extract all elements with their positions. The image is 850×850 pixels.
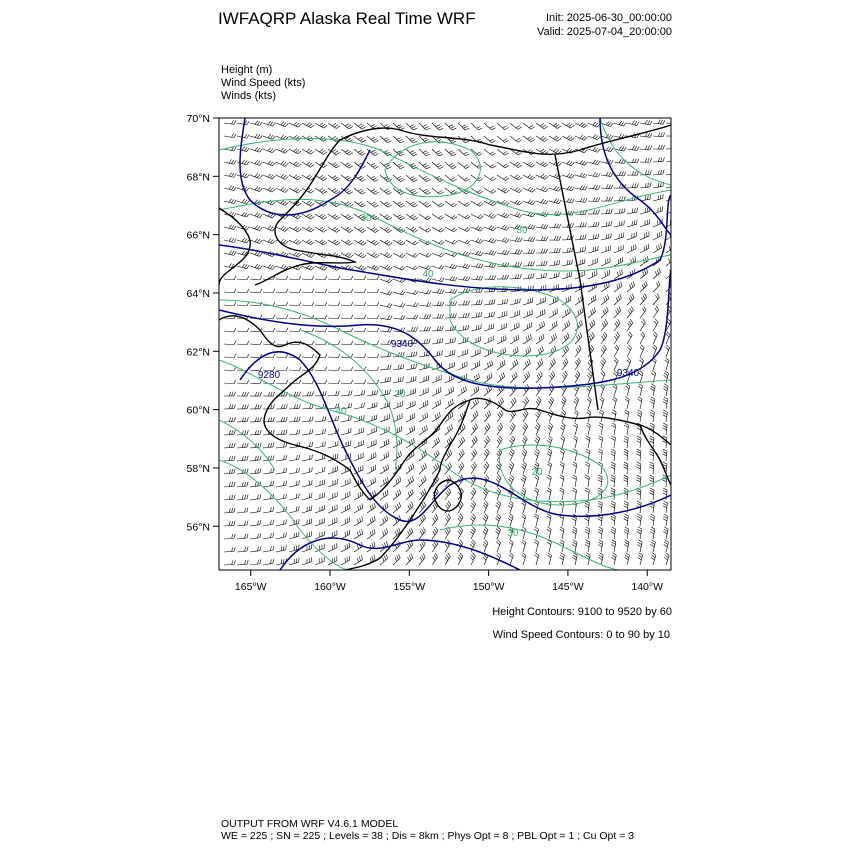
lon-tick-label: 150°W [472, 581, 505, 593]
lat-tick-label: 58°N [186, 462, 210, 475]
latitude-ticks [187, 113, 219, 533]
variable-height: Height (m) [221, 64, 273, 76]
plot-title: IWFAQRP Alaska Real Time WRF [218, 9, 476, 28]
longitude-ticks [235, 570, 663, 593]
lat-tick-label: 68°N [186, 171, 210, 184]
lon-tick-label: 140°W [631, 581, 664, 593]
variable-wind-speed: Wind Speed (kts) [221, 77, 306, 89]
lat-tick-label: 60°N [186, 404, 210, 417]
wind-contour-label: 20 [531, 467, 543, 478]
variable-winds: Winds (kts) [221, 90, 276, 102]
wind-contour-label: 40 [422, 269, 434, 280]
wind-contour-label: 30 [507, 528, 519, 539]
lat-tick-label: 64°N [186, 287, 210, 300]
lat-tick-label: 62°N [186, 346, 210, 359]
lat-tick-label: 56°N [186, 521, 210, 534]
lon-tick-label: 155°W [393, 581, 426, 593]
height-contour-label: 9340 [390, 339, 414, 350]
wind-contour-label: 20 [394, 389, 406, 400]
wind-contour-label: 40 [335, 406, 347, 417]
lon-tick-label: 165°W [234, 581, 267, 593]
wind-contour-label: 30 [516, 225, 528, 236]
wind-contour-label: 30 [360, 213, 372, 224]
init-time: Init: 2025-06-30_00:00:00 [546, 12, 672, 24]
height-contour-legend: Height Contours: 9100 to 9520 by 60 [492, 606, 672, 618]
model-info: OUTPUT FROM WRF V4.6.1 MODEL [221, 818, 399, 830]
lon-tick-label: 160°W [314, 581, 346, 593]
height-contour-label: 9340 [616, 368, 640, 379]
wind-contour-legend: Wind Speed Contours: 0 to 90 by 10 [492, 629, 670, 641]
height-contour-label: 9280 [257, 370, 281, 381]
model-config: WE = 225 ; SN = 225 ; Levels = 38 ; Dis = 8km ; Phys Opt = 8 ; PBL Opt = 1 ; Cu Opt = 3 [221, 830, 635, 842]
lon-tick-label: 145°W [552, 581, 584, 593]
lat-tick-label: 70°N [186, 113, 210, 125]
lat-tick-label: 66°N [186, 229, 210, 242]
valid-time: Valid: 2025-07-04_20:00:00 [537, 26, 672, 38]
